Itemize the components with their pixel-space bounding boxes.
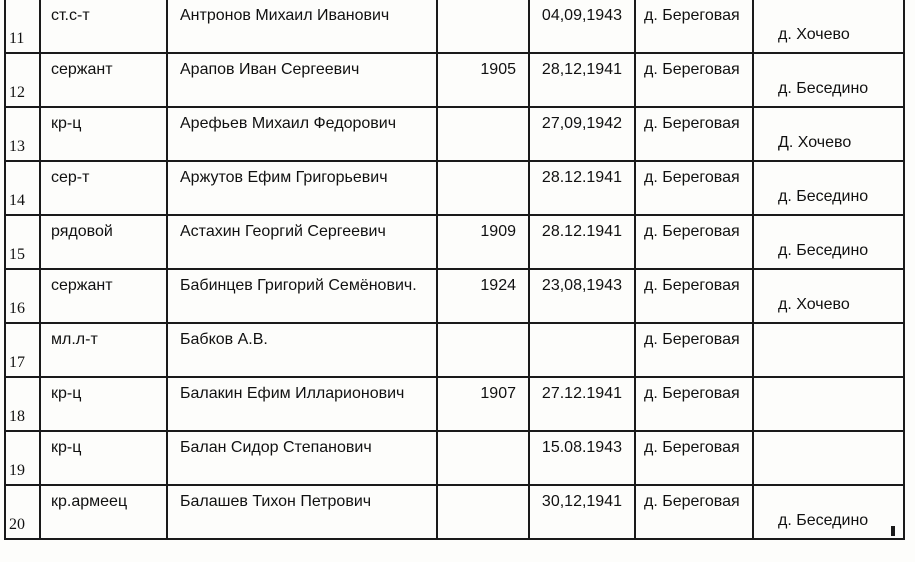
- birth-year-cell: [437, 107, 529, 161]
- table-row: [5, 431, 904, 485]
- death-date-cell: [529, 161, 635, 215]
- burial-cell: [753, 269, 904, 323]
- row-number-cell: [5, 323, 40, 377]
- death-date-cell: [529, 485, 635, 539]
- table-row: [5, 53, 904, 107]
- burial-cell: [753, 215, 904, 269]
- birth-year-cell: [437, 323, 529, 377]
- rank-cell: [40, 377, 167, 431]
- name-text: Антронов Михаил Иванович: [180, 7, 390, 24]
- death-date-text: 28,12,1941: [541, 61, 622, 78]
- row-number-cell: [5, 161, 40, 215]
- rank-text: ст.с-т: [51, 7, 90, 24]
- rank-cell: [40, 431, 167, 485]
- birth-year-text: 1924: [480, 277, 516, 294]
- death-date-cell: [529, 215, 635, 269]
- burial-text: д. Хочево: [778, 296, 850, 313]
- row-number: 17: [9, 354, 25, 371]
- table-row: [5, 107, 904, 161]
- rank-text: мл.л-т: [51, 331, 98, 348]
- burial-text: Д. Хочево: [778, 134, 852, 151]
- burial-text: д. Беседино: [778, 242, 869, 259]
- birth-year-cell: [437, 485, 529, 539]
- table-row: [5, 377, 904, 431]
- row-number-cell: [5, 53, 40, 107]
- death-date-text: 27.12.1941: [541, 385, 622, 402]
- death-date-cell: [529, 431, 635, 485]
- row-number-cell: [5, 107, 40, 161]
- location-text: д. Береговая: [644, 169, 740, 186]
- death-date-cell: [529, 269, 635, 323]
- row-number: 14: [9, 192, 25, 209]
- row-number-cell: [5, 431, 40, 485]
- birth-year-cell: [437, 269, 529, 323]
- row-number: 13: [9, 138, 25, 155]
- location-text: д. Береговая: [644, 385, 740, 402]
- row-number: 20: [9, 516, 25, 533]
- location-text: д. Береговая: [644, 331, 740, 348]
- name-cell: [167, 215, 437, 269]
- burial-cell: [753, 53, 904, 107]
- location-cell: [635, 53, 753, 107]
- location-text: д. Береговая: [644, 493, 740, 510]
- rank-cell: [40, 161, 167, 215]
- location-text: д. Береговая: [644, 7, 740, 24]
- table-row: [5, 161, 904, 215]
- death-date-cell: [529, 0, 635, 53]
- rank-cell: [40, 53, 167, 107]
- table-row: [5, 215, 904, 269]
- row-number: 16: [9, 300, 25, 317]
- row-number-cell: [5, 215, 40, 269]
- birth-year-text: 1909: [480, 223, 516, 240]
- name-text: Балашев Тихон Петрович: [180, 493, 372, 510]
- rank-text: кр-ц: [51, 439, 82, 456]
- name-cell: [167, 107, 437, 161]
- birth-year-cell: [437, 377, 529, 431]
- name-cell: [167, 269, 437, 323]
- death-date-cell: [529, 323, 635, 377]
- row-number: 18: [9, 408, 25, 425]
- name-cell: [167, 161, 437, 215]
- row-number-cell: [5, 377, 40, 431]
- rank-cell: [40, 485, 167, 539]
- location-text: д. Береговая: [644, 277, 740, 294]
- birth-year-cell: [437, 53, 529, 107]
- table-row: [5, 485, 904, 539]
- row-number-cell: [5, 0, 40, 53]
- name-text: Аржутов Ефим Григорьевич: [180, 169, 388, 186]
- death-date-text: 30,12,1941: [541, 493, 622, 510]
- burial-cell: [753, 485, 904, 539]
- death-date-text: 23,08,1943: [541, 277, 622, 294]
- death-date-text: 28.12.1941: [541, 223, 622, 240]
- name-cell: [167, 377, 437, 431]
- burial-text: д. Беседино: [778, 512, 869, 529]
- name-cell: [167, 485, 437, 539]
- death-date-cell: [529, 53, 635, 107]
- burial-cell: [753, 161, 904, 215]
- roster-table: [4, 0, 905, 540]
- rank-cell: [40, 215, 167, 269]
- location-cell: [635, 485, 753, 539]
- rank-text: сер-т: [51, 169, 90, 186]
- burial-cell: [753, 323, 904, 377]
- location-cell: [635, 269, 753, 323]
- rank-cell: [40, 0, 167, 53]
- rank-cell: [40, 269, 167, 323]
- rank-text: сержант: [51, 277, 113, 294]
- rank-cell: [40, 323, 167, 377]
- ink-mark: [891, 526, 895, 536]
- death-date-text: 27,09,1942: [541, 115, 622, 132]
- rank-cell: [40, 107, 167, 161]
- death-date-cell: [529, 377, 635, 431]
- row-number-cell: [5, 485, 40, 539]
- burial-text: д. Хочево: [778, 26, 850, 43]
- burial-text: д. Беседино: [778, 80, 869, 97]
- rank-text: рядовой: [51, 223, 113, 240]
- location-cell: [635, 377, 753, 431]
- location-text: д. Береговая: [644, 115, 740, 132]
- row-number: 15: [9, 246, 25, 263]
- location-cell: [635, 107, 753, 161]
- birth-year-cell: [437, 161, 529, 215]
- name-text: Арефьев Михаил Федорович: [180, 115, 397, 132]
- location-cell: [635, 215, 753, 269]
- rank-text: сержант: [51, 61, 113, 78]
- name-text: Балакин Ефим Илларионович: [180, 385, 405, 402]
- birth-year-text: 1907: [480, 385, 516, 402]
- name-text: Астахин Георгий Сергеевич: [180, 223, 386, 240]
- name-cell: [167, 323, 437, 377]
- location-cell: [635, 161, 753, 215]
- rank-text: кр-ц: [51, 115, 82, 132]
- location-text: д. Береговая: [644, 61, 740, 78]
- location-text: д. Береговая: [644, 439, 740, 456]
- burial-cell: [753, 107, 904, 161]
- burial-cell: [753, 0, 904, 53]
- death-date-cell: [529, 107, 635, 161]
- death-date-text: 04,09,1943: [541, 7, 622, 24]
- row-number: 11: [9, 30, 25, 47]
- name-text: Бабинцев Григорий Семёнович.: [180, 277, 417, 294]
- birth-year-cell: [437, 431, 529, 485]
- death-date-text: 28.12.1941: [541, 169, 622, 186]
- rank-text: кр.армеец: [51, 493, 128, 510]
- name-text: Балан Сидор Степанович: [180, 439, 372, 456]
- rank-text: кр-ц: [51, 385, 82, 402]
- table-row: [5, 269, 904, 323]
- burial-cell: [753, 431, 904, 485]
- row-number: 19: [9, 462, 25, 479]
- birth-year-cell: [437, 0, 529, 53]
- location-cell: [635, 323, 753, 377]
- table-row: [5, 0, 904, 53]
- row-number: 12: [9, 84, 25, 101]
- birth-year-text: 1905: [480, 61, 516, 78]
- death-date-text: 15.08.1943: [541, 439, 622, 456]
- location-cell: [635, 431, 753, 485]
- name-text: Бабков А.В.: [180, 331, 268, 348]
- burial-text: д. Беседино: [778, 188, 869, 205]
- location-cell: [635, 0, 753, 53]
- name-cell: [167, 0, 437, 53]
- birth-year-cell: [437, 215, 529, 269]
- burial-cell: [753, 377, 904, 431]
- location-text: д. Береговая: [644, 223, 740, 240]
- row-number-cell: [5, 269, 40, 323]
- name-cell: [167, 53, 437, 107]
- name-cell: [167, 431, 437, 485]
- name-text: Арапов Иван Сергеевич: [180, 61, 360, 78]
- table-row: [5, 323, 904, 377]
